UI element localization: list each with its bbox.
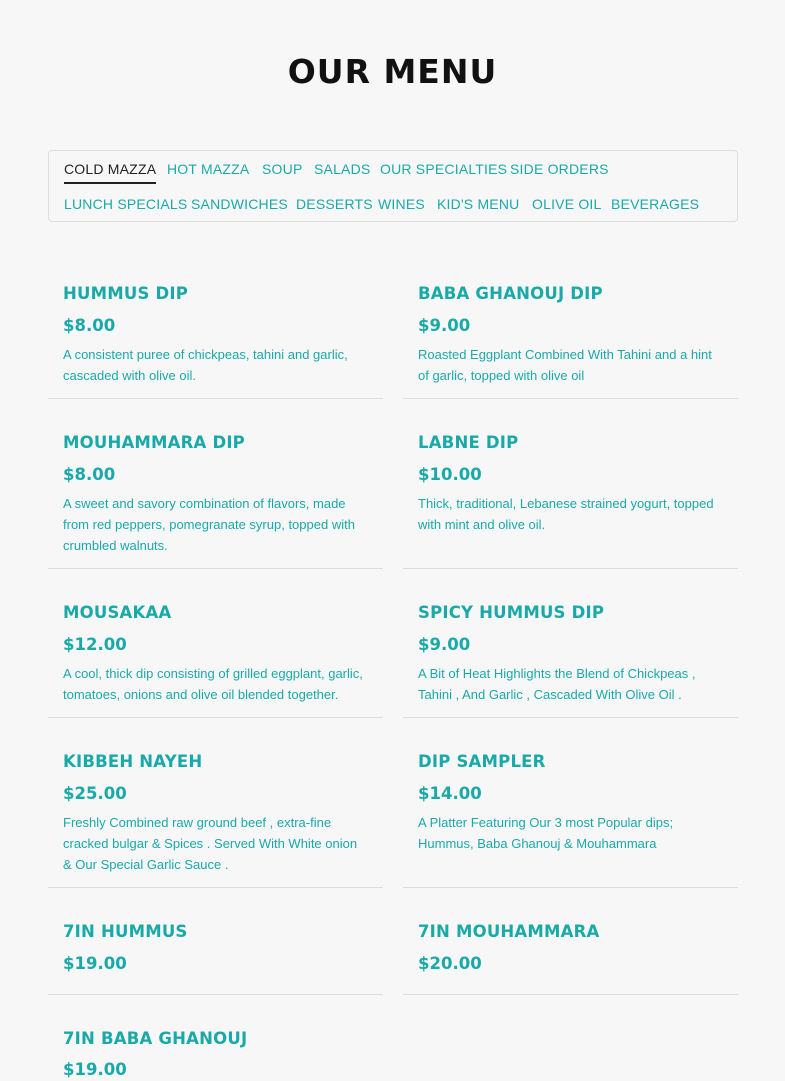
tab-our-specialties[interactable]: OUR SPECIALTIES: [380, 161, 508, 177]
item-name: HUMMUS DIP: [63, 284, 189, 303]
menu-item-card: [48, 283, 383, 399]
item-description: A Platter Featuring Our 3 most Popular dips; Hummus, Baba Ghanouj & Mouhammara: [418, 815, 674, 851]
item-price: $8.00: [63, 316, 116, 335]
item-name: 7IN HUMMUS: [63, 922, 188, 941]
menu-item-card: [48, 432, 383, 569]
item-name: DIP SAMPLER: [418, 752, 546, 771]
tab-sandwiches[interactable]: SANDWICHES: [191, 196, 288, 212]
menu-item-card: [403, 602, 738, 718]
menu-item-card: [403, 751, 738, 888]
tab-salads[interactable]: SALADS: [314, 161, 371, 177]
item-name: BABA GHANOUJ DIP: [418, 284, 603, 303]
tab-olive-oil[interactable]: OLIVE OIL: [532, 196, 602, 212]
menu-item-card: [48, 602, 383, 718]
tab-kids-menu[interactable]: KID'S MENU: [437, 196, 520, 212]
item-description: A consistent puree of chickpeas, tahini and garlic, cascaded with olive oil.: [63, 347, 348, 383]
item-description: A Bit of Heat Highlights the Blend of Chickpeas , Tahini , And Garlic , Cascaded With Olive Oil .: [418, 666, 696, 702]
item-description: A sweet and savory combination of flavors, made from red peppers, pomegranate syrup, topped with crumbled walnuts.: [63, 496, 355, 553]
item-name: MOUSAKAA: [63, 603, 172, 622]
item-description: Roasted Eggplant Combined With Tahini and a hint of garlic, topped with olive oil: [418, 347, 712, 383]
item-name: 7IN MOUHAMMARA: [418, 922, 600, 941]
item-price: $25.00: [63, 784, 127, 803]
item-price: $10.00: [418, 465, 482, 484]
item-name: 7IN BABA GHANOUJ: [63, 1029, 248, 1048]
item-price: $19.00: [63, 1060, 127, 1079]
item-description: Thick, traditional, Lebanese strained yogurt, topped with mint and olive oil.: [418, 496, 714, 532]
item-price: $20.00: [418, 954, 482, 973]
item-description: Freshly Combined raw ground beef , extra-fine cracked bulgar & Spices . Served With White onion & Our Special Garlic Sauce .: [63, 815, 358, 872]
tab-lunch-specials[interactable]: LUNCH SPECIALS: [64, 196, 188, 212]
item-price: $14.00: [418, 784, 482, 803]
tab-side-orders[interactable]: SIDE ORDERS: [510, 161, 609, 177]
tab-wines[interactable]: WINES: [378, 196, 425, 212]
menu-item-card: [403, 921, 738, 995]
menu-item-card: [48, 1028, 383, 1077]
item-description: A cool, thick dip consisting of grilled eggplant, garlic, tomatoes, onions and olive oil blended together.: [63, 666, 363, 702]
item-name: MOUHAMMARA DIP: [63, 433, 245, 452]
item-name: KIBBEH NAYEH: [63, 752, 203, 771]
item-price: $9.00: [418, 316, 471, 335]
page-title: OUR MENU: [287, 52, 498, 91]
item-price: $19.00: [63, 954, 127, 973]
item-price: $9.00: [418, 635, 471, 654]
item-price: $8.00: [63, 465, 116, 484]
menu-item-card: [403, 432, 738, 569]
tab-cold-mazza[interactable]: COLD MAZZA: [64, 161, 156, 184]
tab-beverages[interactable]: BEVERAGES: [611, 196, 700, 212]
menu-category-tabs: [48, 150, 738, 222]
menu-item-card: [48, 921, 383, 995]
tab-soup[interactable]: SOUP: [262, 161, 303, 177]
item-name: LABNE DIP: [418, 433, 519, 452]
tab-desserts[interactable]: DESSERTS: [296, 196, 373, 212]
menu-item-card: [48, 751, 383, 888]
menu-item-card: [403, 283, 738, 399]
item-price: $12.00: [63, 635, 127, 654]
item-name: SPICY HUMMUS DIP: [418, 603, 605, 622]
tab-hot-mazza[interactable]: HOT MAZZA: [167, 161, 250, 177]
